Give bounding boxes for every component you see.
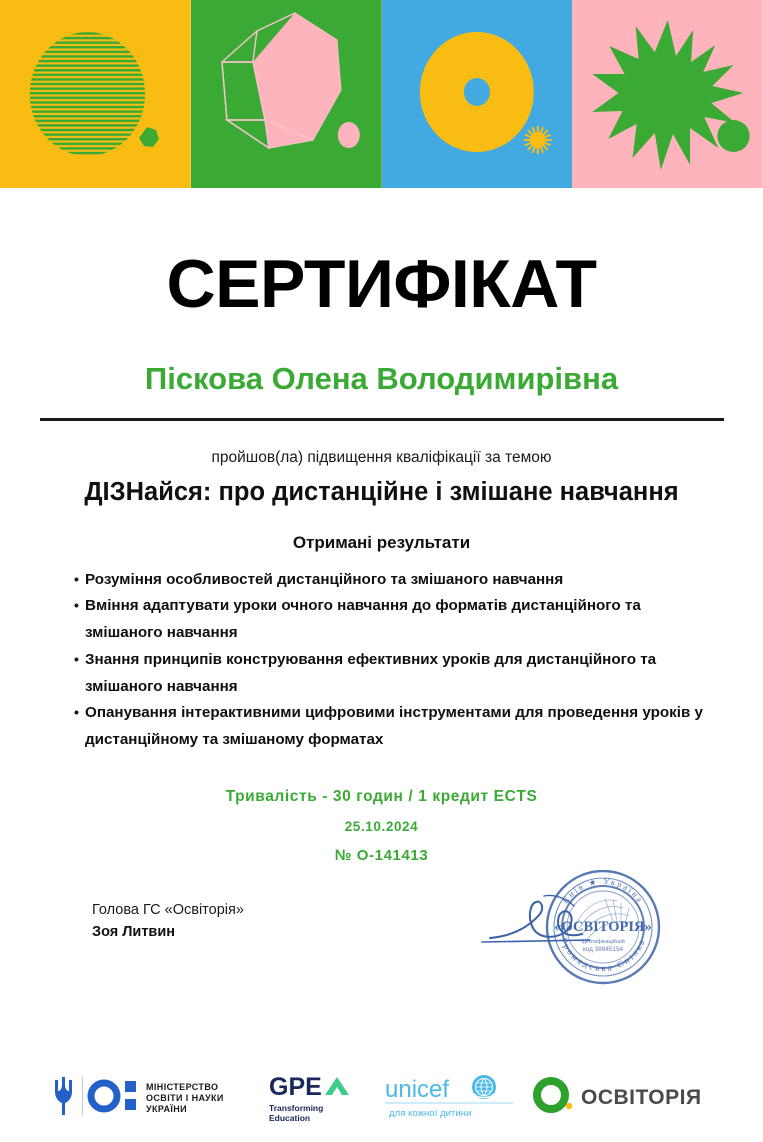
osvitoria-mark: ОСВІТОРІЯ bbox=[581, 1086, 702, 1109]
list-item: • Знання принципів конструювання ефективних уроків для дистанційного та змішаного навчання bbox=[74, 647, 714, 701]
certificate-meta bbox=[0, 788, 763, 864]
list-item: • Розуміння особливостей дистанційного та змішаного навчання bbox=[74, 567, 714, 594]
completion-subtitle: пройшов(ла) підвищення кваліфікації за темою bbox=[211, 449, 552, 467]
mon-logo-graphic bbox=[49, 1071, 259, 1123]
divider-rule bbox=[40, 418, 724, 421]
stamp-and-signature-graphic bbox=[470, 870, 700, 1005]
donut-graphic bbox=[382, 0, 573, 188]
official-stamp bbox=[470, 870, 700, 1005]
unicef-tagline: для кожної дитини bbox=[389, 1108, 472, 1119]
course-title: ДІЗНайся: про дистанційне і змішане навчання bbox=[84, 478, 679, 507]
unicef-mark: unicef bbox=[385, 1076, 450, 1103]
banner-panel-yellow bbox=[0, 0, 191, 188]
list-item: • Опанування інтерактивними цифровими інструментами для проведення уроків у дистанційному та змішаному форматах bbox=[74, 700, 714, 754]
logo-separator bbox=[82, 1077, 83, 1115]
mon-line-3: УКРАЇНИ bbox=[146, 1104, 188, 1114]
certificate-body bbox=[0, 246, 763, 1142]
stamp-code-line-2: код 38945154 bbox=[582, 946, 624, 953]
osvitoria-logo-graphic bbox=[529, 1075, 714, 1119]
stamp-outer-bottom: Громадська Спілка bbox=[558, 936, 648, 974]
gpe-logo bbox=[259, 1069, 379, 1125]
certificate-number: № O-141413 bbox=[334, 846, 429, 864]
list-item: • Вміння адаптувати уроки очного навчання до форматів дистанційного та змішаного навчання bbox=[74, 593, 714, 647]
gpe-mark: GPE bbox=[269, 1073, 322, 1101]
gpe-line-2: Education bbox=[269, 1113, 311, 1123]
small-sunburst-icon bbox=[523, 126, 551, 154]
recipient-name: Піскова Олена Володимирівна bbox=[144, 361, 619, 396]
results-heading: Отримані результати bbox=[292, 532, 471, 552]
mon-line-1: МІНІСТЕРСТВО bbox=[146, 1082, 219, 1092]
page-title: СЕРТИФІКАТ bbox=[166, 246, 597, 322]
stamp-center-text: «ОСВІТОРІЯ» bbox=[554, 919, 652, 935]
banner-panel-pink bbox=[572, 0, 763, 188]
unicef-globe-icon bbox=[472, 1075, 496, 1099]
banner-panel-blue bbox=[382, 0, 573, 188]
gpe-line-1: Transforming bbox=[269, 1103, 324, 1113]
ministry-of-education-logo bbox=[49, 1071, 259, 1123]
mon-mark-icon bbox=[91, 1081, 136, 1110]
banner-panel-green bbox=[191, 0, 382, 188]
osvitoria-o-icon bbox=[537, 1081, 565, 1109]
striped-ellipse-graphic bbox=[0, 0, 191, 188]
stamp-outer-top: Київ ★ Україна bbox=[560, 876, 646, 906]
duration-text: Тривалість - 30 годин / 1 кредит ECTS bbox=[225, 787, 538, 805]
results-list bbox=[74, 567, 714, 754]
decorative-banner bbox=[0, 0, 763, 188]
unicef-logo bbox=[379, 1071, 529, 1123]
faceted-polygon-graphic bbox=[191, 0, 382, 188]
unicef-logo-graphic bbox=[379, 1071, 529, 1123]
signatory-role: Голова ГС «Освіторія» bbox=[92, 902, 244, 918]
mon-line-2: ОСВІТИ І НАУКИ bbox=[146, 1093, 224, 1103]
ukraine-trident-icon bbox=[55, 1077, 72, 1115]
signature-block bbox=[92, 902, 244, 940]
footer-logos bbox=[0, 1052, 763, 1142]
issue-date: 25.10.2024 bbox=[344, 818, 419, 834]
stamp-code-line-1: Ідентифікаційний bbox=[581, 939, 625, 945]
signatory-name: Зоя Литвин bbox=[92, 924, 176, 940]
osvitoria-dot-icon bbox=[566, 1103, 572, 1109]
seal-circle bbox=[547, 871, 659, 983]
osvitoria-logo bbox=[529, 1075, 714, 1119]
burst-star-graphic bbox=[572, 0, 763, 188]
gpe-logo-graphic bbox=[259, 1069, 379, 1125]
